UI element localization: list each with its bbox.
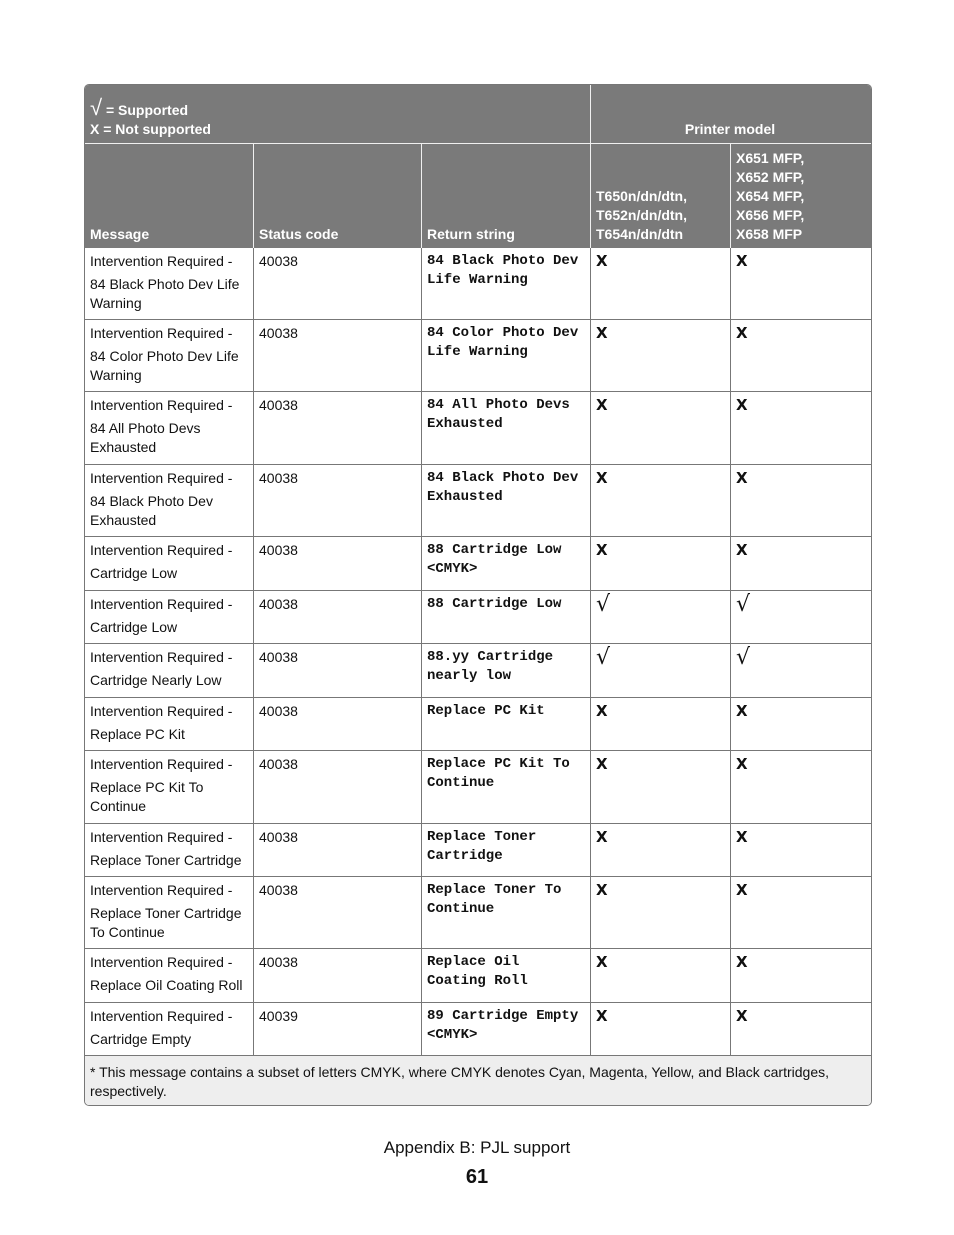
message-line-1: Intervention Required - [90, 756, 233, 772]
message-line-2: 84 All Photo Devs Exhausted [90, 420, 201, 455]
legend-cell [85, 85, 590, 143]
message-cell [85, 591, 253, 643]
not-supported-mark: X [736, 324, 748, 342]
message-cell [85, 248, 253, 319]
model-a-line: T650n/dn/dtn, [596, 188, 687, 204]
model-b-line: X658 MFP [736, 226, 803, 242]
message-line-1: Intervention Required - [90, 253, 233, 269]
legend-header-row [85, 85, 871, 143]
model-b-line: X656 MFP, [736, 207, 805, 223]
not-supported-label: X = Not supported [90, 121, 211, 137]
return-string-cell: Replace Toner Cartridge [421, 824, 590, 876]
return-string-cell: Replace PC Kit To Continue [421, 751, 590, 823]
not-supported-mark: X [596, 755, 608, 773]
status-code-cell: 40038 [253, 698, 421, 750]
not-supported-mark: X [596, 881, 608, 899]
message-line-2: Cartridge Low [90, 619, 178, 635]
pjl-support-table [84, 84, 872, 1106]
status-code-cell: 40038 [253, 949, 421, 1002]
message-line-1: Intervention Required - [90, 649, 233, 665]
supported-label: = Supported [105, 102, 189, 118]
message-line-2: Replace PC Kit To Continue [90, 779, 204, 814]
appendix-title: Appendix B: PJL support [383, 1138, 571, 1157]
message-line-2: Replace PC Kit [90, 726, 185, 742]
status-code-cell: 40038 [253, 465, 421, 536]
table-row [85, 823, 871, 876]
model-a-support-cell [590, 949, 730, 1002]
model-b-line: X652 MFP, [736, 169, 805, 185]
message-column-header: Message [90, 226, 150, 242]
model-a-line: T654n/dn/dtn [596, 226, 684, 242]
message-line-2: 84 Black Photo Dev Exhausted [90, 493, 213, 528]
message-line-1: Intervention Required - [90, 470, 233, 486]
model-a-support-cell [590, 698, 730, 750]
not-supported-mark: X [736, 828, 748, 846]
model-b-support-cell [730, 465, 869, 536]
table-row [85, 1002, 871, 1055]
not-supported-mark: X [736, 252, 748, 270]
not-supported-mark: X [596, 541, 608, 559]
model-a-support-cell [590, 1003, 730, 1055]
checkmark-icon: √ [596, 592, 611, 617]
model-a-support-cell [590, 591, 730, 643]
model-a-support-cell [590, 537, 730, 590]
message-cell [85, 537, 253, 590]
return-string-cell: 88 Cartridge Low <CMYK> [421, 537, 590, 590]
message-cell [85, 320, 253, 391]
table-row [85, 948, 871, 1002]
return-string-cell: 88 Cartridge Low [421, 591, 590, 643]
model-b-support-cell [730, 1003, 869, 1055]
model-a-support-cell [590, 751, 730, 823]
return-string-cell: 88.yy Cartridge nearly low [421, 644, 590, 697]
return-string-cell: Replace Toner To Continue [421, 877, 590, 948]
not-supported-mark: X [596, 469, 608, 487]
table-row [85, 697, 871, 750]
message-cell [85, 949, 253, 1002]
legend-supported [90, 95, 585, 120]
not-supported-mark: X [596, 252, 608, 270]
message-line-2: 84 Color Photo Dev Life Warning [90, 348, 239, 383]
message-line-1: Intervention Required - [90, 542, 233, 558]
model-b-support-cell [730, 392, 869, 464]
message-line-1: Intervention Required - [90, 397, 233, 413]
not-supported-mark: X [736, 1007, 748, 1025]
model-b-support-cell [730, 877, 869, 948]
page-number: 61 [465, 1166, 489, 1188]
not-supported-mark: X [736, 702, 748, 720]
model-a-support-cell [590, 320, 730, 391]
not-supported-mark: X [596, 953, 608, 971]
model-a-support-cell [590, 392, 730, 464]
model-b-support-cell [730, 949, 869, 1002]
checkmark-icon: √ [596, 645, 611, 670]
table-row [85, 590, 871, 643]
status-code-cell: 40038 [253, 320, 421, 391]
status-code-cell: 40038 [253, 392, 421, 464]
checkmark-icon: √ [90, 95, 103, 120]
model-a-column-header [590, 144, 730, 248]
return-string-cell: 89 Cartridge Empty <CMYK> [421, 1003, 590, 1055]
printer-model-header: Printer model [590, 85, 869, 143]
return-string-column-header: Return string [421, 144, 590, 248]
message-cell [85, 877, 253, 948]
model-b-support-cell [730, 824, 869, 876]
table-row [85, 536, 871, 590]
return-string-cell: 84 Black Photo Dev Life Warning [421, 248, 590, 319]
status-code-cell: 40038 [253, 248, 421, 319]
status-code-cell: 40038 [253, 537, 421, 590]
model-b-line: X651 MFP, [736, 150, 805, 166]
model-b-line: X654 MFP, [736, 188, 805, 204]
model-a-support-cell [590, 877, 730, 948]
message-cell [85, 465, 253, 536]
status-code-column-header: Status code [253, 144, 421, 248]
status-code-cell: 40038 [253, 751, 421, 823]
not-supported-mark: X [736, 396, 748, 414]
model-b-support-cell [730, 644, 869, 697]
not-supported-mark: X [736, 755, 748, 773]
footnote: * This message contains a subset of letters CMYK, where CMYK denotes Cyan, Magenta, Yellow, and Black cartridges, respectively. [85, 1055, 871, 1105]
not-supported-mark: X [596, 396, 608, 414]
model-b-support-cell [730, 591, 869, 643]
message-line-1: Intervention Required - [90, 703, 233, 719]
message-line-2: Cartridge Empty [90, 1031, 192, 1047]
not-supported-mark: X [736, 881, 748, 899]
table-row [85, 876, 871, 948]
status-code-cell: 40038 [253, 591, 421, 643]
message-line-1: Intervention Required - [90, 325, 233, 341]
return-string-cell: 84 Color Photo Dev Life Warning [421, 320, 590, 391]
return-string-cell: Replace PC Kit [421, 698, 590, 750]
model-b-column-header [730, 144, 869, 248]
checkmark-icon: √ [736, 592, 751, 617]
model-b-support-cell [730, 698, 869, 750]
not-supported-mark: X [596, 1007, 608, 1025]
model-a-support-cell [590, 248, 730, 319]
checkmark-icon: √ [736, 645, 751, 670]
not-supported-mark: X [736, 953, 748, 971]
table-row [85, 750, 871, 823]
not-supported-mark: X [596, 828, 608, 846]
message-cell [85, 644, 253, 697]
message-cell [85, 698, 253, 750]
model-a-support-cell [590, 644, 730, 697]
return-string-cell: 84 Black Photo Dev Exhausted [421, 465, 590, 536]
table-row [85, 464, 871, 536]
message-cell [85, 1003, 253, 1055]
status-code-cell: 40038 [253, 877, 421, 948]
column-header-row [85, 143, 871, 248]
message-line-1: Intervention Required - [90, 1008, 233, 1024]
message-line-1: Intervention Required - [90, 829, 233, 845]
message-cell [85, 824, 253, 876]
message-line-1: Intervention Required - [90, 882, 233, 898]
model-b-support-cell [730, 537, 869, 590]
model-b-support-cell [730, 248, 869, 319]
table-row [85, 391, 871, 464]
model-a-support-cell [590, 465, 730, 536]
table-row [85, 643, 871, 697]
return-string-cell: 84 All Photo Devs Exhausted [421, 392, 590, 464]
return-string-cell: Replace Oil Coating Roll [421, 949, 590, 1002]
message-line-2: 84 Black Photo Dev Life Warning [90, 276, 240, 311]
status-code-cell: 40038 [253, 644, 421, 697]
model-b-support-cell [730, 320, 869, 391]
message-line-2: Replace Toner Cartridge [90, 852, 242, 868]
not-supported-mark: X [736, 541, 748, 559]
message-line-2: Cartridge Nearly Low [90, 672, 222, 688]
not-supported-mark: X [596, 702, 608, 720]
message-cell [85, 392, 253, 464]
status-code-cell: 40039 [253, 1003, 421, 1055]
message-line-1: Intervention Required - [90, 954, 233, 970]
status-code-cell: 40038 [253, 824, 421, 876]
not-supported-mark: X [596, 324, 608, 342]
table-row [85, 248, 871, 319]
model-a-support-cell [590, 824, 730, 876]
message-line-1: Intervention Required - [90, 596, 233, 612]
message-line-2: Cartridge Low [90, 565, 178, 581]
message-line-2: Replace Toner Cartridge To Continue [90, 905, 242, 940]
model-b-support-cell [730, 751, 869, 823]
table-row [85, 319, 871, 391]
message-cell [85, 751, 253, 823]
not-supported-mark: X [736, 469, 748, 487]
table-body [85, 248, 871, 1055]
model-a-line: T652n/dn/dtn, [596, 207, 687, 223]
message-line-2: Replace Oil Coating Roll [90, 977, 243, 993]
